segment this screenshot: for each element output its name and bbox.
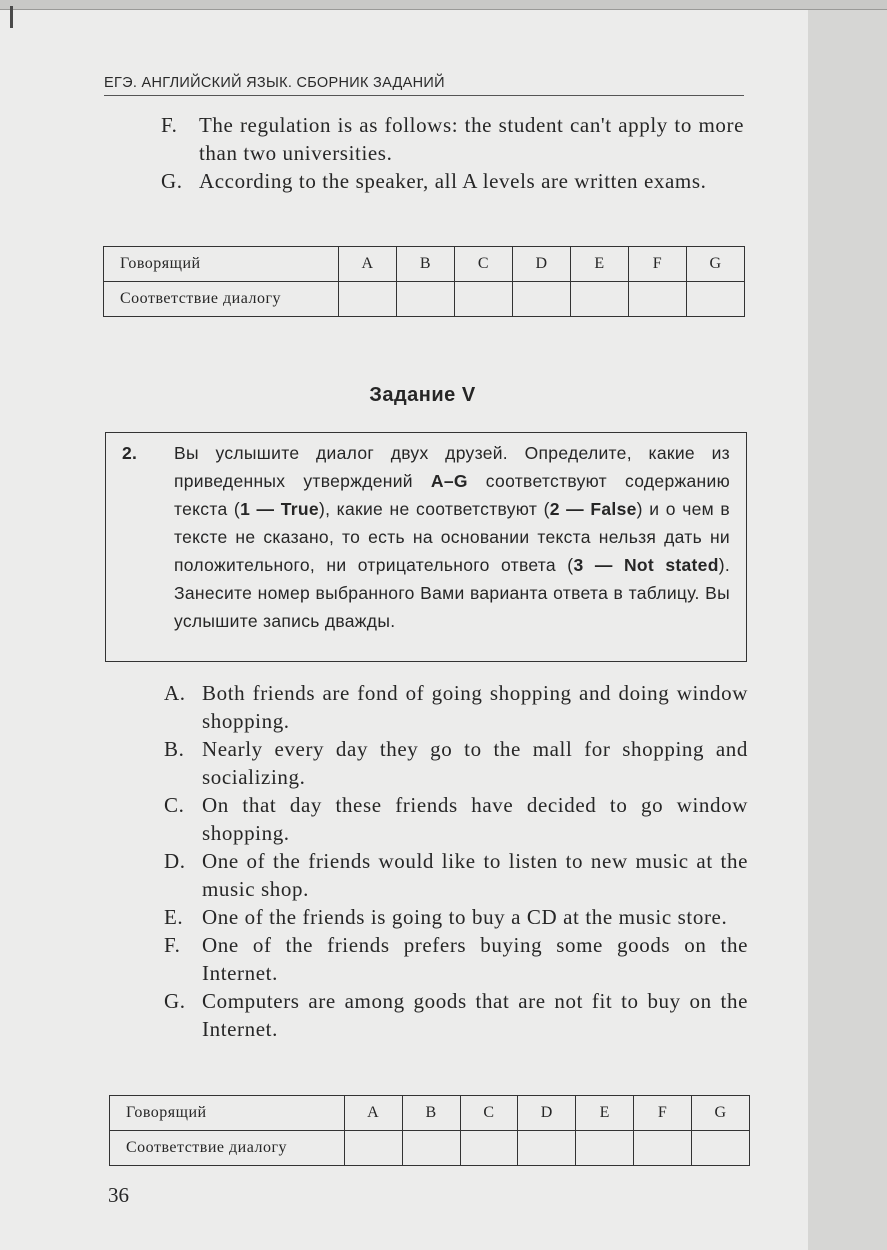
table-row [110,1096,750,1131]
page-number: 36 [108,1183,129,1207]
list-item [164,791,748,847]
column-header: G [692,1096,750,1131]
task-instructions [174,439,730,635]
instruction-text: ) и о чем в тексте не сказано, то есть на основании текста нельзя дать ни положительного, ни отрицательного ответа ( [174,499,731,575]
column-header: F [629,247,687,282]
options-list [164,679,748,1043]
instruction-bold: 2 — False [549,499,637,519]
option-letter: F. [164,933,181,957]
option-letter: E. [164,905,184,929]
option-letter: G. [164,989,186,1013]
column-header: C [455,247,513,282]
answer-cell [629,282,687,317]
option-letter: D. [164,849,186,873]
list-item [161,111,744,167]
option-letter: C. [164,793,185,817]
row-label: Говорящий [104,247,339,282]
column-header: E [576,1096,634,1131]
column-header: B [397,247,455,282]
option-letter: G. [161,169,183,193]
option-text: One of the friends would like to listen to new music at the music shop. [202,849,748,901]
list-item [164,847,748,903]
column-header: C [460,1096,518,1131]
instruction-bold: A–G [430,471,468,491]
option-letter: F. [161,113,178,137]
column-header: F [634,1096,692,1131]
table-row [104,247,745,282]
column-header: A [339,247,397,282]
option-text: One of the friends is going to buy a CD at the music store. [202,905,728,929]
option-text: According to the speaker, all A levels are written exams. [199,169,707,193]
column-header: G [687,247,745,282]
task-title: Задание V [369,384,476,406]
row-label: Соответствие диалогу [104,282,339,317]
answer-cell [344,1131,402,1166]
option-letter: A. [164,681,186,705]
answer-cell [634,1131,692,1166]
instruction-text: Вы услышите диалог двух друзей. Определите, какие из приведенных утверждений [174,443,730,491]
column-header: D [513,247,571,282]
task-instructions-box [105,432,747,662]
option-text: Both friends are fond of going shopping and doing window shopping. [202,681,748,733]
answer-cell [692,1131,750,1166]
row-label: Говорящий [110,1096,345,1131]
answer-cell [687,282,745,317]
answer-cell [339,282,397,317]
column-header: A [344,1096,402,1131]
option-text: One of the friends prefers buying some goods on the Internet. [202,933,748,985]
answer-table-2 [109,1095,750,1166]
column-header: E [571,247,629,282]
table-row [110,1131,750,1166]
list-item [161,167,744,195]
answer-cell [402,1131,460,1166]
instruction-bold: 1 — True [240,499,319,519]
scan-edge-mark [10,6,13,28]
list-item [164,987,748,1043]
instruction-text: соответствуют содержанию текста ( [174,471,731,519]
scan-top-edge [0,0,887,10]
answer-cell [571,282,629,317]
option-text: On that day these friends have decided to go window shopping. [202,793,748,845]
answer-table-1 [103,246,745,317]
column-header: D [518,1096,576,1131]
list-item [164,903,748,931]
instruction-bold: 3 — Not stated [573,555,719,575]
option-text: Nearly every day they go to the mall for shopping and socializing. [202,737,748,789]
instruction-text: ), какие не соответствуют ( [318,499,550,519]
list-item [164,679,748,735]
list-item [164,931,748,987]
answer-cell [518,1131,576,1166]
previous-options-list [161,111,744,195]
answer-cell [576,1131,634,1166]
running-head: ЕГЭ. АНГЛИЙСКИЙ ЯЗЫК. СБОРНИК ЗАДАНИЙ [104,75,744,96]
row-label: Соответствие диалогу [110,1131,345,1166]
answer-cell [397,282,455,317]
option-text: Computers are among goods that are not fit to buy on the Internet. [202,989,748,1041]
task-number: 2. [122,443,138,463]
instruction-text: ). Занесите номер выбранного Вами варианта ответа в таблицу. Вы услышите запись дважды. [174,555,731,631]
answer-cell [513,282,571,317]
list-item [164,735,748,791]
column-header: B [402,1096,460,1131]
answer-cell [460,1131,518,1166]
option-text: The regulation is as follows: the student can't apply to more than two universities. [199,113,744,165]
table-row [104,282,745,317]
scan-margin [808,0,887,1250]
option-letter: B. [164,737,185,761]
answer-cell [455,282,513,317]
